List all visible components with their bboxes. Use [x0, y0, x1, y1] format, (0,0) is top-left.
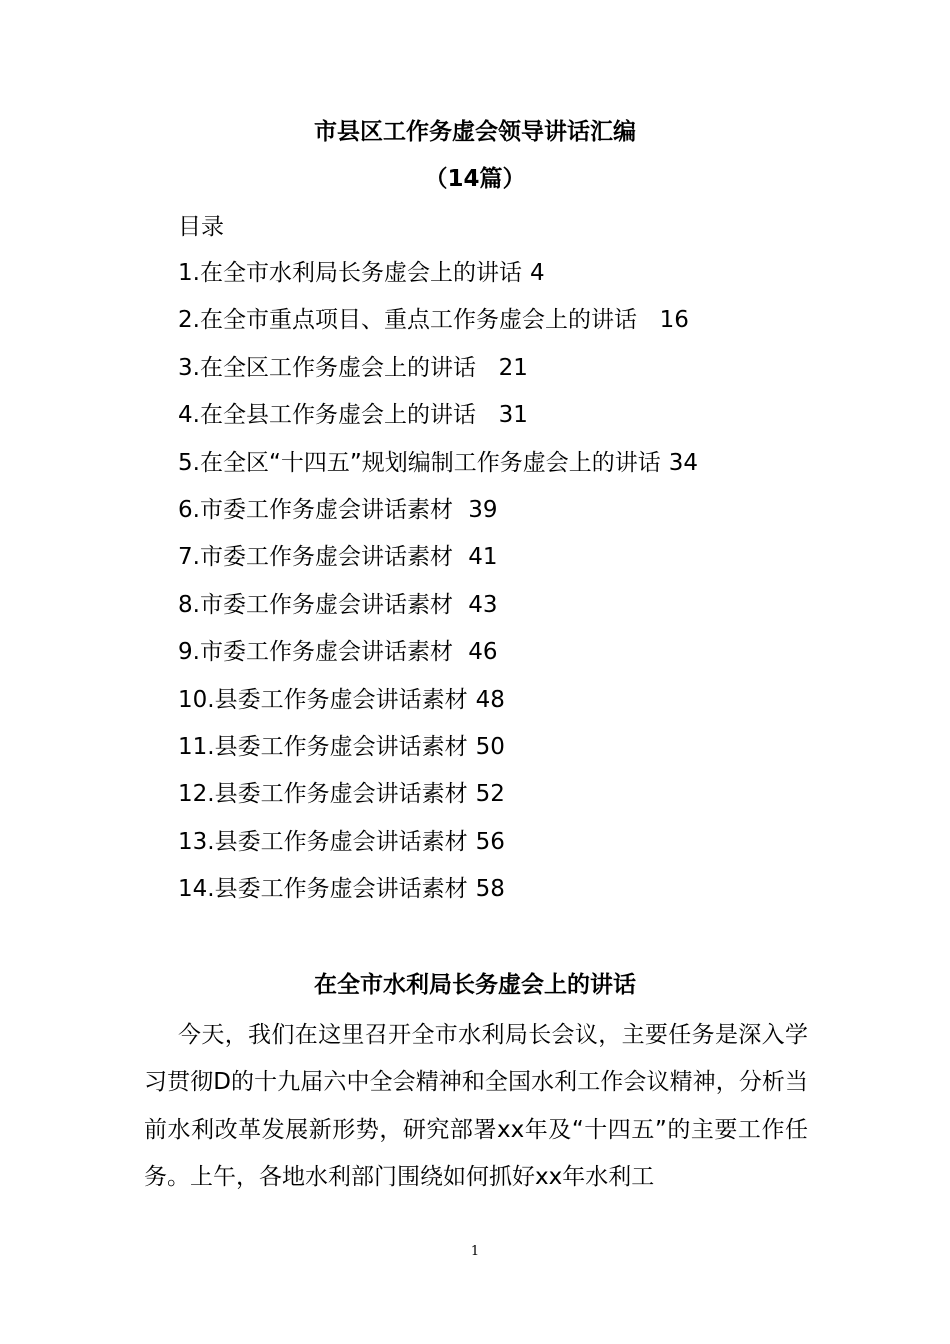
page-number: 1 [470, 1244, 480, 1259]
body-paragraph: 今天，我们在这里召开全市水利局长会议，主要任务是深入学习贯彻D的十九届六中全会精神和全国水利工作会议精神，分析当前水利改革发展新形势，研究部署xx年及“十四五”的主要工作任务。上午，各地水利部门围绕如何抓好xx年水利工 [144, 1022, 808, 1191]
toc-entry-label: 8.市委工作务虚会讲话素材 [178, 591, 453, 618]
toc-entry-page: 34 [668, 449, 699, 476]
toc-entry-label: 3.在全区工作务虚会上的讲话 [178, 354, 476, 381]
toc-entry-label: 9.市委工作务虚会讲话素材 [178, 639, 453, 666]
toc-entry-page: 43 [460, 591, 498, 618]
toc-entry-label: 2.在全市重点项目、重点工作务虚会上的讲话 [178, 307, 637, 334]
toc-entry-page: 58 [475, 876, 505, 903]
toc-entry-page: 16 [644, 307, 689, 334]
document-subtitle: （14篇） [424, 166, 526, 192]
toc-entry-page: 50 [475, 733, 505, 760]
toc-entry-page: 21 [483, 354, 528, 381]
toc-entry-label: 11.县委工作务虚会讲话素材 [178, 733, 468, 760]
document-title: 市县区工作务虚会领导讲话汇编 [314, 119, 636, 145]
toc-entry[interactable] [178, 305, 698, 352]
toc-entry-page: 41 [460, 544, 498, 571]
toc-entry-page: 52 [475, 781, 505, 808]
toc-entry[interactable] [178, 448, 698, 495]
toc-entry-label: 7.市委工作务虚会讲话素材 [178, 544, 453, 571]
toc-entry[interactable] [178, 732, 698, 779]
toc-entry[interactable] [178, 590, 698, 637]
toc-entry[interactable] [178, 258, 698, 305]
toc-entry[interactable] [178, 874, 698, 921]
toc-entry-page: 48 [475, 686, 505, 713]
toc-entry-label: 6.市委工作务虚会讲话素材 [178, 496, 453, 523]
toc-entry[interactable] [178, 400, 698, 447]
section-title: 在全市水利局长务虚会上的讲话 [314, 972, 636, 998]
toc-entry[interactable] [178, 495, 698, 542]
toc-entry-label: 4.在全县工作务虚会上的讲话 [178, 402, 476, 429]
toc-entry[interactable] [178, 779, 698, 826]
toc-entry-page: 56 [475, 828, 505, 855]
toc-entry-page: 46 [460, 639, 498, 666]
toc-heading: 目录 [178, 214, 224, 240]
toc-entry-label: 10.县委工作务虚会讲话素材 [178, 686, 468, 713]
table-of-contents [178, 258, 698, 921]
toc-entry-page: 31 [483, 402, 528, 429]
toc-entry-label: 13.县委工作务虚会讲话素材 [178, 828, 468, 855]
toc-entry-label: 12.县委工作务虚会讲话素材 [178, 781, 468, 808]
toc-entry-page: 39 [460, 496, 498, 523]
toc-entry[interactable] [178, 685, 698, 732]
toc-entry[interactable] [178, 827, 698, 874]
toc-entry-label: 14.县委工作务虚会讲话素材 [178, 876, 468, 903]
toc-entry[interactable] [178, 353, 698, 400]
toc-entry-label: 5.在全区“十四五”规划编制工作务虚会上的讲话 [178, 449, 661, 476]
toc-entry[interactable] [178, 542, 698, 589]
toc-entry-label: 1.在全市水利局长务虚会上的讲话 [178, 260, 522, 286]
toc-entry-page: 4 [529, 260, 545, 286]
toc-entry[interactable] [178, 637, 698, 684]
